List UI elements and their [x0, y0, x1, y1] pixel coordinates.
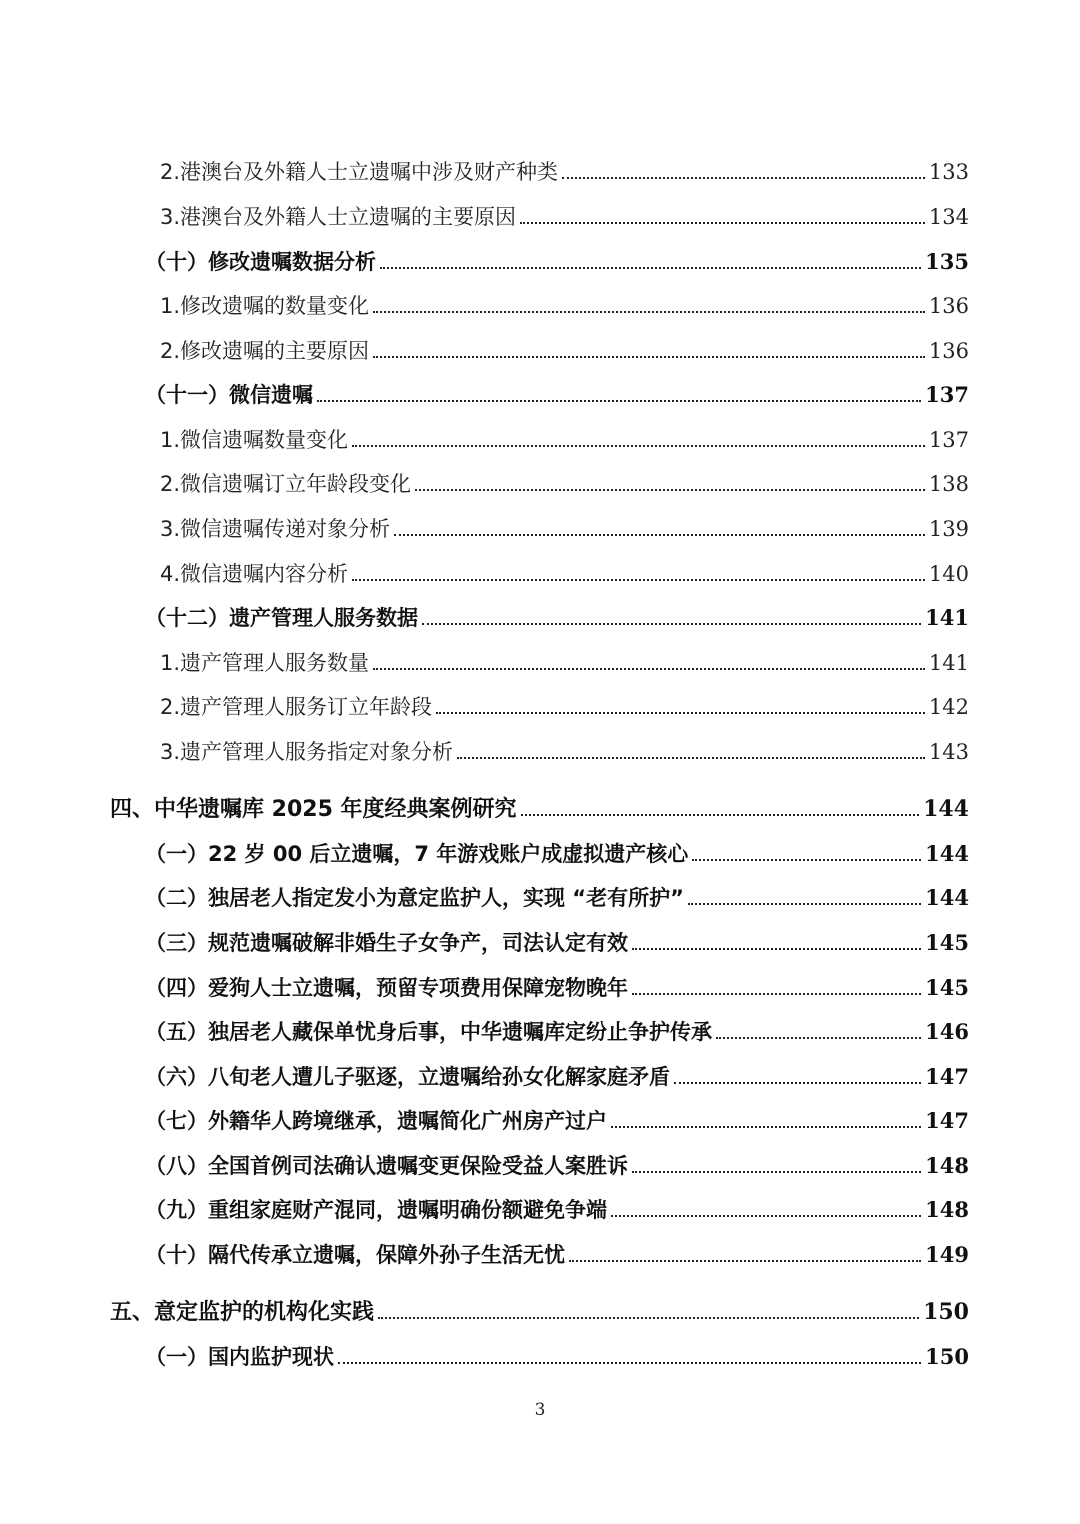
toc-entry[interactable]	[145, 602, 969, 634]
toc-entry-page: 145	[925, 930, 969, 955]
toc-entry-page: 145	[925, 975, 969, 1000]
toc-entry[interactable]	[160, 691, 969, 723]
toc-dot-leader	[373, 668, 925, 670]
toc-entry-label: （七）外籍华人跨境继承，遗嘱简化广州房产过户	[145, 1109, 607, 1133]
toc-entry-page: 137	[928, 428, 969, 452]
toc-entry-page: 144	[925, 885, 969, 910]
toc-entry-label: 1.遗产管理人服务数量	[160, 651, 370, 675]
toc-entry-page: 141	[928, 651, 969, 675]
toc-entry[interactable]	[145, 1016, 969, 1048]
toc-entry-label: （十）隔代传承立遗嘱，保障外孙子生活无忧	[145, 1243, 565, 1267]
toc-entry-label: （二）独居老人指定发小为意定监护人，实现 “老有所护”	[145, 886, 684, 910]
toc-entry-label: （九）重组家庭财产混同，遗嘱明确份额避免争端	[145, 1198, 607, 1222]
toc-entry-page: 150	[923, 1299, 969, 1325]
toc-entry[interactable]	[110, 1296, 969, 1329]
toc-dot-leader	[317, 400, 921, 402]
toc-entry-page: 148	[925, 1197, 969, 1222]
toc-entry-label: （一）22 岁 00 后立遗嘱，7 年游戏账户成虚拟遗产核心	[145, 842, 689, 866]
toc-entry[interactable]	[160, 201, 969, 233]
toc-dot-leader	[632, 993, 921, 995]
toc-entry-label: （四）爱狗人士立遗嘱，预留专项费用保障宠物晚年	[145, 976, 628, 1000]
toc-entry-page: 138	[928, 472, 969, 496]
toc-dot-leader	[562, 177, 925, 179]
toc-entry[interactable]	[160, 647, 969, 679]
toc-entry-label: （五）独居老人藏保单忧身后事，中华遗嘱库定纷止争护传承	[145, 1020, 712, 1044]
toc-dot-leader	[373, 311, 925, 313]
toc-dot-leader	[688, 903, 921, 905]
toc-entry-label: 1.微信遗嘱数量变化	[160, 428, 349, 452]
toc-entry-page: 144	[923, 796, 969, 822]
toc-entry[interactable]	[160, 513, 969, 545]
toc-dot-leader	[436, 712, 925, 714]
toc-entry-page: 140	[928, 562, 969, 586]
toc-entry[interactable]	[145, 1341, 969, 1373]
toc-entry-label: 1.修改遗嘱的数量变化	[160, 294, 370, 318]
toc-dot-leader	[521, 814, 920, 816]
toc-entry-label: （十二）遗产管理人服务数据	[145, 606, 418, 630]
toc-dot-leader	[692, 859, 921, 861]
toc-entry[interactable]	[145, 1239, 969, 1271]
toc-entry[interactable]	[145, 882, 969, 914]
toc-entry-page: 136	[928, 294, 969, 318]
toc-entry[interactable]	[160, 156, 969, 188]
toc-entry-label: 4.微信遗嘱内容分析	[160, 562, 349, 586]
toc-entry-label: 四、中华遗嘱库 2025 年度经典案例研究	[110, 797, 517, 822]
toc-dot-leader	[611, 1126, 921, 1128]
toc-dot-leader	[632, 1171, 921, 1173]
toc-dot-leader	[674, 1082, 921, 1084]
toc-entry-page: 147	[925, 1064, 969, 1089]
toc-entry[interactable]	[160, 424, 969, 456]
toc-dot-leader	[338, 1362, 921, 1364]
toc-dot-leader	[569, 1260, 921, 1262]
toc-entry-page: 141	[925, 605, 969, 630]
toc-entry[interactable]	[145, 246, 969, 278]
toc-dot-leader	[611, 1215, 921, 1217]
toc-entry[interactable]	[145, 1194, 969, 1226]
toc-entry[interactable]	[145, 927, 969, 959]
toc-entry-label: 3.微信遗嘱传递对象分析	[160, 517, 391, 541]
toc-entry[interactable]	[145, 379, 969, 411]
toc-entry-label: 2.遗产管理人服务订立年龄段	[160, 695, 433, 719]
toc-entry[interactable]	[160, 290, 969, 322]
page-number: 3	[534, 1400, 546, 1420]
toc-entry[interactable]	[160, 335, 969, 367]
toc-entry-page: 144	[925, 841, 969, 866]
toc-entry-page: 137	[925, 382, 969, 407]
toc-entry-label: 2.港澳台及外籍人士立遗嘱中涉及财产种类	[160, 160, 559, 184]
toc-entry-label: （三）规范遗嘱破解非婚生子女争产，司法认定有效	[145, 931, 628, 955]
toc-dot-leader	[457, 757, 925, 759]
toc-entry-page: 143	[928, 740, 969, 764]
toc-entry-label: （十）修改遗嘱数据分析	[145, 250, 376, 274]
toc-entry-page: 139	[928, 517, 969, 541]
toc-entry[interactable]	[145, 1061, 969, 1093]
toc-dot-leader	[632, 948, 921, 950]
toc-entry-label: 3.遗产管理人服务指定对象分析	[160, 740, 454, 764]
toc-entry-page: 142	[928, 695, 969, 719]
toc-entry[interactable]	[145, 1105, 969, 1137]
toc-entry-page: 133	[928, 160, 969, 184]
toc-entry-label: （十一）微信遗嘱	[145, 383, 313, 407]
toc-entry-label: 2.微信遗嘱订立年龄段变化	[160, 472, 412, 496]
toc-entry-page: 136	[928, 339, 969, 363]
toc-dot-leader	[520, 222, 925, 224]
toc-entry-label: （八）全国首例司法确认遗嘱变更保险受益人案胜诉	[145, 1154, 628, 1178]
toc-entry[interactable]	[160, 468, 969, 500]
toc-entry-page: 149	[925, 1242, 969, 1267]
toc-entry-label: （一）国内监护现状	[145, 1345, 334, 1369]
toc-dot-leader	[422, 623, 921, 625]
toc-dot-leader	[380, 267, 921, 269]
toc-entry-page: 147	[925, 1108, 969, 1133]
toc-entry-page: 135	[925, 249, 969, 274]
toc-dot-leader	[373, 356, 925, 358]
toc-entry-label: 2.修改遗嘱的主要原因	[160, 339, 370, 363]
toc-entry-label: 五、意定监护的机构化实践	[110, 1300, 375, 1325]
toc-entry[interactable]	[145, 1150, 969, 1182]
toc-entry-page: 146	[925, 1019, 969, 1044]
toc-entry[interactable]	[145, 972, 969, 1004]
toc-dot-leader	[394, 534, 925, 536]
toc-entry[interactable]	[160, 736, 969, 768]
toc-entry[interactable]	[145, 838, 969, 870]
toc-entry[interactable]	[110, 793, 969, 826]
toc-dot-leader	[352, 579, 925, 581]
toc-entry-label: 3.港澳台及外籍人士立遗嘱的主要原因	[160, 205, 517, 229]
toc-entry-label: （六）八旬老人遭儿子驱逐，立遗嘱给孙女化解家庭矛盾	[145, 1065, 670, 1089]
toc-entry-page: 134	[928, 205, 969, 229]
toc-dot-leader	[352, 445, 925, 447]
toc-entry[interactable]	[160, 558, 969, 590]
toc-entry-page: 148	[925, 1153, 969, 1178]
toc-dot-leader	[378, 1317, 919, 1319]
toc-dot-leader	[716, 1037, 921, 1039]
toc-dot-leader	[415, 489, 925, 491]
toc-entry-page: 150	[925, 1344, 969, 1369]
